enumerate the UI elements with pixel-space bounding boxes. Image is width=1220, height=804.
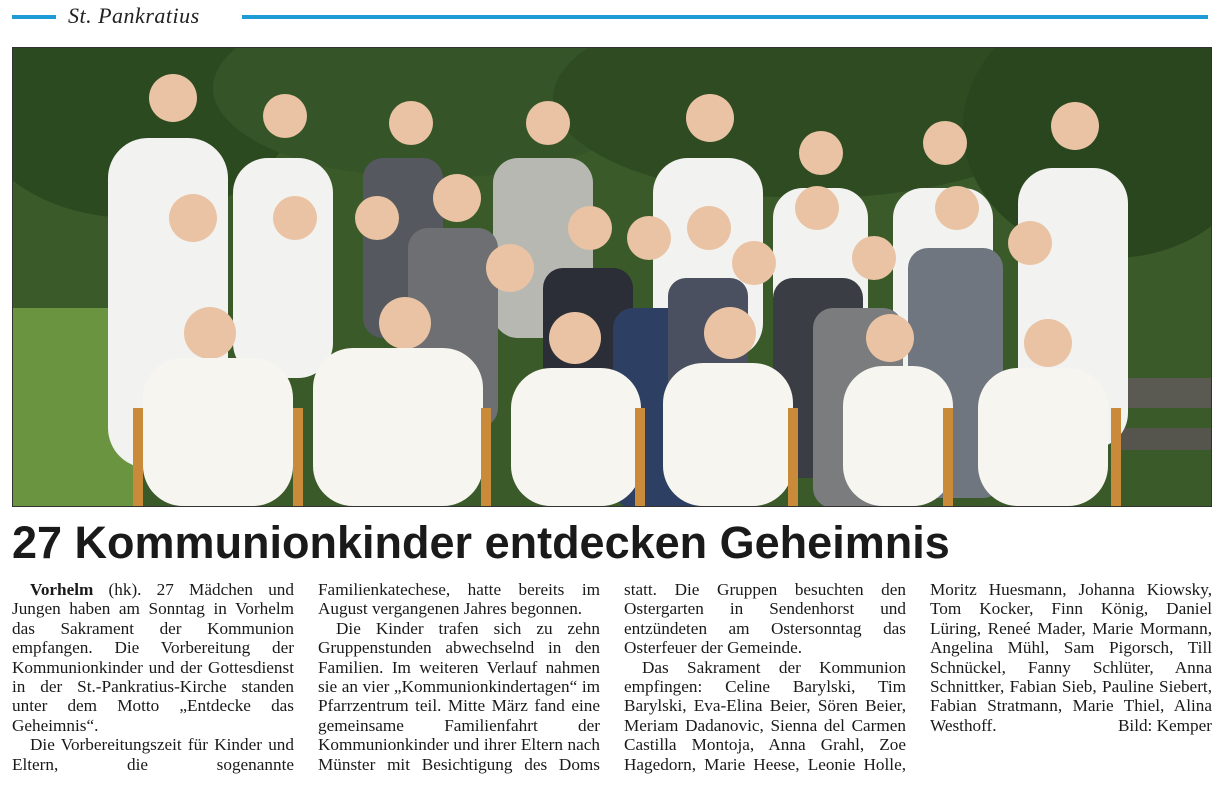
photo-credit: Bild: Kemper [1117,715,1212,735]
group-photo [12,47,1212,507]
article-headline: 27 Kommunionkinder entdecken Geheimnis [12,517,950,568]
section-rule-right [242,15,1208,19]
section-name: St. Pankratius [68,3,200,28]
group-photo-icon [13,48,1211,506]
section-rule-left [12,15,56,19]
article-body [12,580,1212,804]
article-paragraph-text: Das Sakrament der Kommunion empfingen: Celine Barylski, Tim Barylski, Eva-Elina Beier, Sören Beier, Meriam Dadanovic, Sienna del Carmen Castilla Montoja, Anna Grahl, Zoe Hagedorn, Marie Heese, Leonie Holle, Moritz Huesmann, Johanna Kiowsky, Tom Kocker, Finn König, Daniel Lüring, Reneé Mader, Marie Mormann, Angelina Mühl, Sam Pigorsch, Till Schnückel, Fanny Schlüter, Anna Schnittker, Fabian Sieb, Pauline Siebert, Fabian Stratmann, Marie Thiel, Alina Westhoff. [624,580,1212,774]
section-header [0,0,1220,36]
article-paragraph: Die Kinder trafen sich zu zehn Gruppenstunden abwechselnd in den Familien. Im weiteren Verlauf nahmen sie an vier „Kommunionkindertagen“ im Pfarrzentrum teil. Mitte März fand eine gemeinsame Familienfahrt der Kommunionkinder und ihrer Eltern nach Münster mit Besichtigung des Doms statt. Die Gruppen besuchten den Ostergarten in Sendenhorst und entzündeten am Ostersonntag das Osterfeuer der Gemeinde. [318,580,906,774]
article-paragraph-text: (hk). 27 Mädchen und Jungen haben am Sonntag in Vorhelm das Sakrament der Kommunion empfangen. Die Vorbereitung der Kommunionkinder und der Gottesdienst in der St.-Pankratius-Kirche standen unter dem Motto „Entdecke das Geheimnis“. [12,580,294,735]
article-dateline: Vorhelm [30,580,94,599]
article-paragraph [12,580,294,735]
article-paragraph: Die Vorbereitungszeit für Kinder und Eltern, die sogenannte Familienkatechese, hatte bereits im August vergangenen Jahres begonnen. [12,580,600,774]
